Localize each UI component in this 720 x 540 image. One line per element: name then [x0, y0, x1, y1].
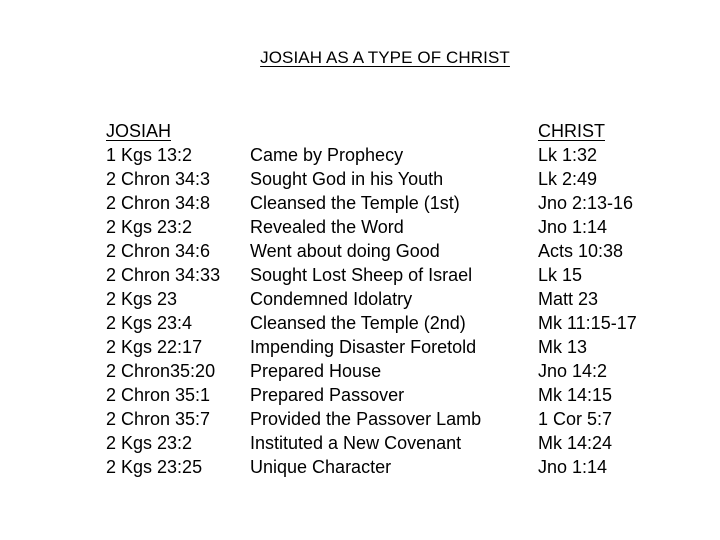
- event-description: Sought God in his Youth: [250, 169, 444, 189]
- josiah-reference: 2 Kgs 23:25: [106, 457, 203, 477]
- josiah-reference: 2 Chron35:20: [106, 361, 216, 381]
- christ-reference: Matt 23: [538, 289, 599, 309]
- josiah-reference: 2 Kgs 23:2: [106, 433, 193, 453]
- event-description: Instituted a New Covenant: [250, 433, 462, 453]
- josiah-reference: 2 Chron 35:1: [106, 385, 211, 405]
- christ-reference: Mk 14:15: [538, 385, 613, 405]
- event-description: Went about doing Good: [250, 241, 440, 261]
- event-description: Prepared House: [250, 361, 382, 381]
- christ-reference: Acts 10:38: [538, 241, 624, 261]
- event-description: Unique Character: [250, 457, 392, 477]
- josiah-reference: 2 Chron 34:3: [106, 169, 211, 189]
- christ-reference: Jno 14:2: [538, 361, 608, 381]
- josiah-reference: 1 Kgs 13:2: [106, 145, 193, 165]
- event-description: Provided the Passover Lamb: [250, 409, 482, 429]
- event-description: Cleansed the Temple (1st): [250, 193, 460, 213]
- christ-reference: Lk 2:49: [538, 169, 598, 189]
- josiah-reference: 2 Kgs 23:2: [106, 217, 193, 237]
- event-header-spacer: [250, 119, 481, 143]
- josiah-reference: 2 Kgs 22:17: [106, 337, 203, 357]
- josiah-column: [106, 119, 220, 479]
- josiah-reference: 2 Kgs 23:4: [106, 313, 193, 333]
- event-description: Came by Prophecy: [250, 145, 404, 165]
- page-title: JOSIAH AS A TYPE OF CHRIST: [260, 48, 510, 67]
- christ-reference: Mk 14:24: [538, 433, 613, 453]
- event-column: [250, 119, 481, 479]
- christ-reference: 1 Cor 5:7: [538, 409, 613, 429]
- event-description: Revealed the Word: [250, 217, 404, 237]
- christ-reference: Jno 1:14: [538, 457, 608, 477]
- josiah-reference: 2 Chron 34:33: [106, 265, 221, 285]
- christ-reference: Mk 13: [538, 337, 588, 357]
- event-description: Condemned Idolatry: [250, 289, 413, 309]
- christ-reference: Jno 1:14: [538, 217, 608, 237]
- josiah-reference: 2 Chron 34:8: [106, 193, 211, 213]
- event-description: Sought Lost Sheep of Israel: [250, 265, 473, 285]
- josiah-reference: 2 Kgs 23: [106, 289, 178, 309]
- christ-reference: Jno 2:13-16: [538, 193, 634, 213]
- event-description: Impending Disaster Foretold: [250, 337, 477, 357]
- christ-column: [538, 119, 637, 479]
- josiah-reference: 2 Chron 35:7: [106, 409, 211, 429]
- event-description: Prepared Passover: [250, 385, 405, 405]
- event-description: Cleansed the Temple (2nd): [250, 313, 466, 333]
- christ-reference: Mk 11:15-17: [538, 313, 637, 333]
- josiah-reference: 2 Chron 34:6: [106, 241, 211, 261]
- christ-reference: Lk 15: [538, 265, 583, 285]
- christ-reference: Lk 1:32: [538, 145, 598, 165]
- josiah-header: JOSIAH: [106, 121, 172, 141]
- christ-header: CHRIST: [538, 121, 605, 141]
